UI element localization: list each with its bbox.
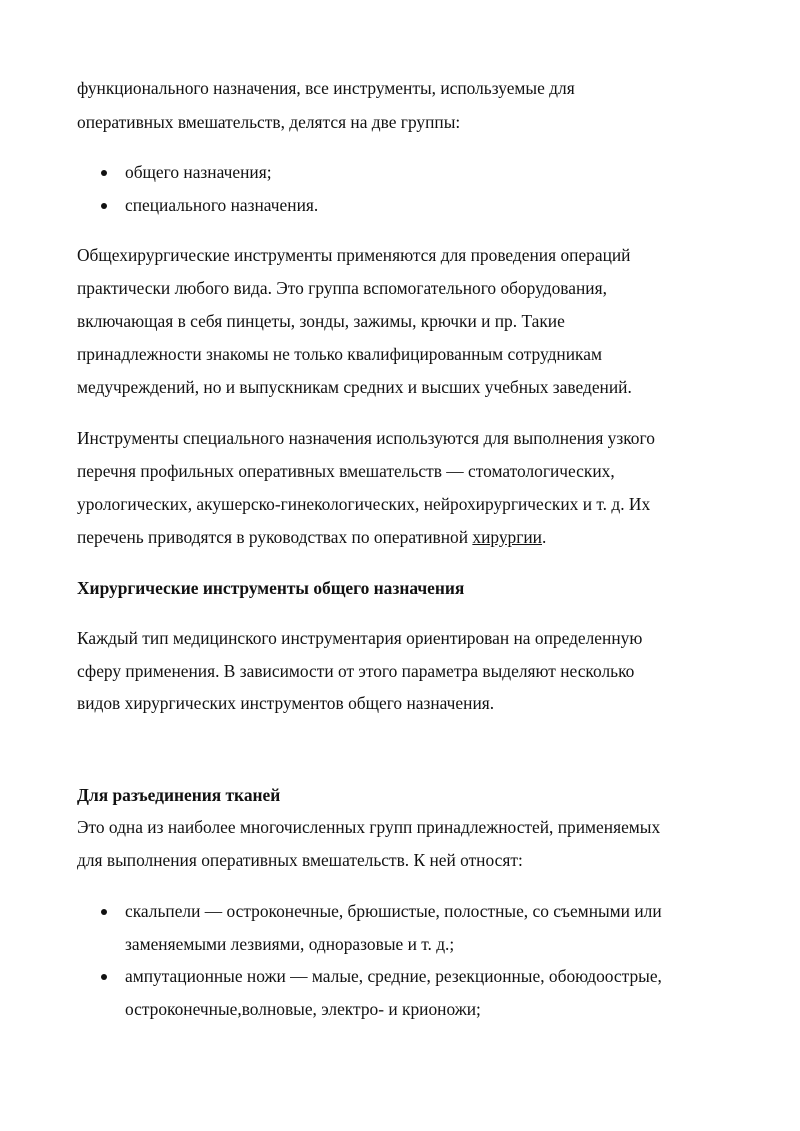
paragraph-line: урологических, акушерско-гинекологических, нейрохирургических и т. д. Их [77,494,651,514]
list-item: остроконечные,волновые, электро- и крионожи; [125,999,481,1019]
paragraph-line: видов хирургических инструментов общего назначения. [77,693,495,713]
intro-line: оперативных вмешательств, делятся на две группы: [77,112,461,132]
intro-line: функционального назначения, все инструменты, используемые для [77,78,575,98]
paragraph-text: . [541,527,547,547]
paragraph-line: Общехирургические инструменты применяются для проведения операций [77,245,631,265]
paragraph-line: Инструменты специального назначения используются для выполнения узкого [77,428,655,448]
list-item: общего назначения; [125,162,272,182]
paragraph-line: медучреждений, но и выпускникам средних и высших учебных заведений. [77,377,632,397]
list-item: заменяемыми лезвиями, одноразовые и т. д.; [125,934,455,954]
list-item: ампутационные ножи — малые, средние, резекционные, обоюдоострые, [125,966,662,986]
paragraph-line: включающая в себя пинцеты, зонды, зажимы, крючки и пр. Такие [77,311,565,331]
section-heading: Хирургические инструменты общего назначения [77,578,465,598]
paragraph-text: перечень приводятся в руководствах по оперативной [77,527,473,547]
paragraph-line [77,527,546,547]
surgery-link[interactable]: хирургии [472,527,542,547]
bullet-icon [101,909,107,915]
bullet-icon [101,974,107,980]
paragraph-line: практически любого вида. Это группа вспомогательного оборудования, [77,278,607,298]
paragraph-line: Это одна из наиболее многочисленных групп принадлежностей, применяемых [77,817,661,837]
list-item: скальпели — остроконечные, брюшистые, полостные, со съемными или [125,901,662,921]
bullet-icon [101,170,107,176]
paragraph-line: Каждый тип медицинского инструментария ориентирован на определенную [77,628,643,648]
bullet-icon [101,203,107,209]
list-item: специального назначения. [125,195,319,215]
paragraph-line: для выполнения оперативных вмешательств. К ней относят: [77,850,523,870]
paragraph-line: сферу применения. В зависимости от этого параметра выделяют несколько [77,661,635,681]
section-heading: Для разъединения тканей [77,785,281,805]
paragraph-line: перечня профильных оперативных вмешательств — стоматологических, [77,461,615,481]
paragraph-line: принадлежности знакомы не только квалифицированным сотрудникам [77,344,602,364]
